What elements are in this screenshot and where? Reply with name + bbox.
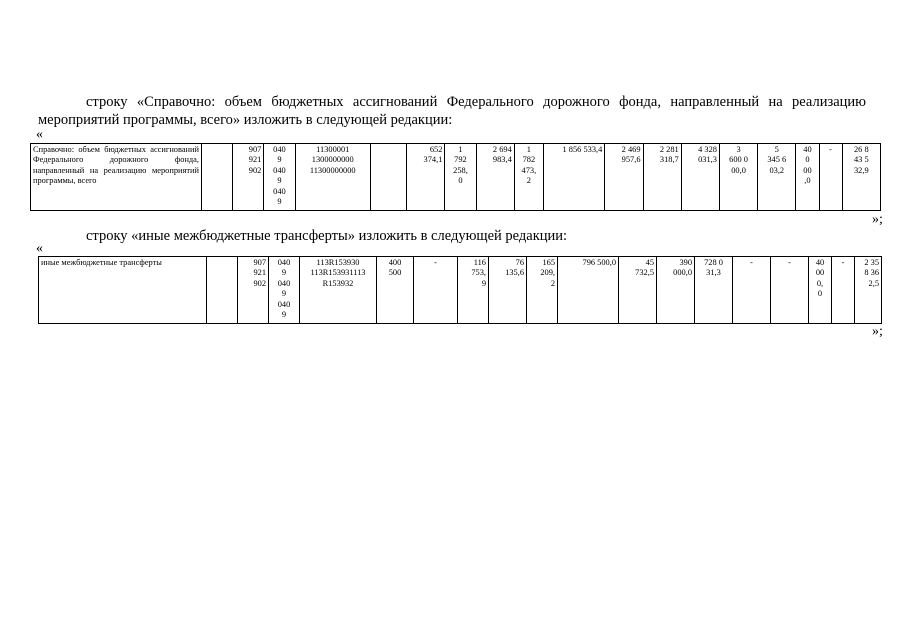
table-1-cell: 4 328 031,3 — [681, 144, 719, 211]
table-2 — [38, 256, 882, 324]
table-2-cell: - — [414, 257, 458, 324]
table-2-cell — [207, 257, 238, 324]
table-2-cell: - — [771, 257, 809, 324]
table-1-cell: 40 0 00 ,0 — [796, 144, 819, 211]
table-2-cell: - — [832, 257, 855, 324]
table-2-cell: 45 732,5 — [619, 257, 657, 324]
table-2-cell: 400 500 — [377, 257, 414, 324]
table-1-cell: 26 8 43 5 32,9 — [842, 144, 880, 211]
table-1-cell: 11300001 1300000000 11300000000 — [295, 144, 370, 211]
table-1-cell: 040 9 040 9 040 9 — [264, 144, 295, 211]
table-1-cell — [202, 144, 233, 211]
table-2-cell-label: иные межбюджетные трансферты — [39, 257, 207, 324]
open-quote-1: « — [36, 127, 43, 142]
close-quote-1: »; — [872, 212, 883, 227]
table-2-cell: 40 00 0, 0 — [809, 257, 832, 324]
paragraph-2: строку «иные межбюджетные трансферты» изложить в следующей редакции: — [86, 228, 568, 244]
table-1-cell: 5 345 6 03,2 — [758, 144, 796, 211]
table-1-cell: 3 600 0 00,0 — [719, 144, 757, 211]
table-1-cell — [370, 144, 406, 211]
table-1-cell: 907 921 902 — [233, 144, 264, 211]
table-2-cell: 113R153930 113R153931113 R153932 — [300, 257, 377, 324]
open-quote-2: « — [36, 241, 43, 256]
table-1-cell: 2 694 983,4 — [476, 144, 514, 211]
table-1-cell: 1 792 258, 0 — [445, 144, 476, 211]
table-2-cell: - — [733, 257, 771, 324]
table-2-cell: 116 753, 9 — [458, 257, 489, 324]
table-1-cell: 2 469 957,6 — [605, 144, 643, 211]
table-2-cell: 796 500,0 — [558, 257, 619, 324]
table-1-cell: 1 782 473, 2 — [514, 144, 543, 211]
table-1-row — [31, 144, 881, 211]
table-2-cell: 2 35 8 36 2,5 — [855, 257, 882, 324]
table-1 — [30, 143, 881, 211]
table-1-cell-label: Справочно: объем бюджетных ассигнований Федерального дорожного фонда, направленный на реализацию мероприятий программы, всего — [31, 144, 202, 211]
table-2-cell: 165 209, 2 — [527, 257, 558, 324]
table-2-cell: 728 0 31,3 — [695, 257, 733, 324]
paragraph-1: строку «Справочно: объем бюджетных ассигнований Федерального дорожного фонда, направленный на реализацию мероприятий программы, всего» изложить в следующей редакции: — [38, 94, 866, 128]
table-2-cell: 907 921 902 — [238, 257, 269, 324]
table-2-cell: 390 000,0 — [657, 257, 695, 324]
table-2-cell: 76 135,6 — [489, 257, 527, 324]
table-1-cell: 1 856 533,4 — [543, 144, 604, 211]
table-2-cell: 040 9 040 9 040 9 — [269, 257, 300, 324]
close-quote-2: »; — [872, 324, 883, 339]
table-1-cell: 652 374,1 — [407, 144, 445, 211]
table-2-row — [39, 257, 882, 324]
table-1-cell: 2 281 318,7 — [643, 144, 681, 211]
table-1-cell: - — [819, 144, 842, 211]
